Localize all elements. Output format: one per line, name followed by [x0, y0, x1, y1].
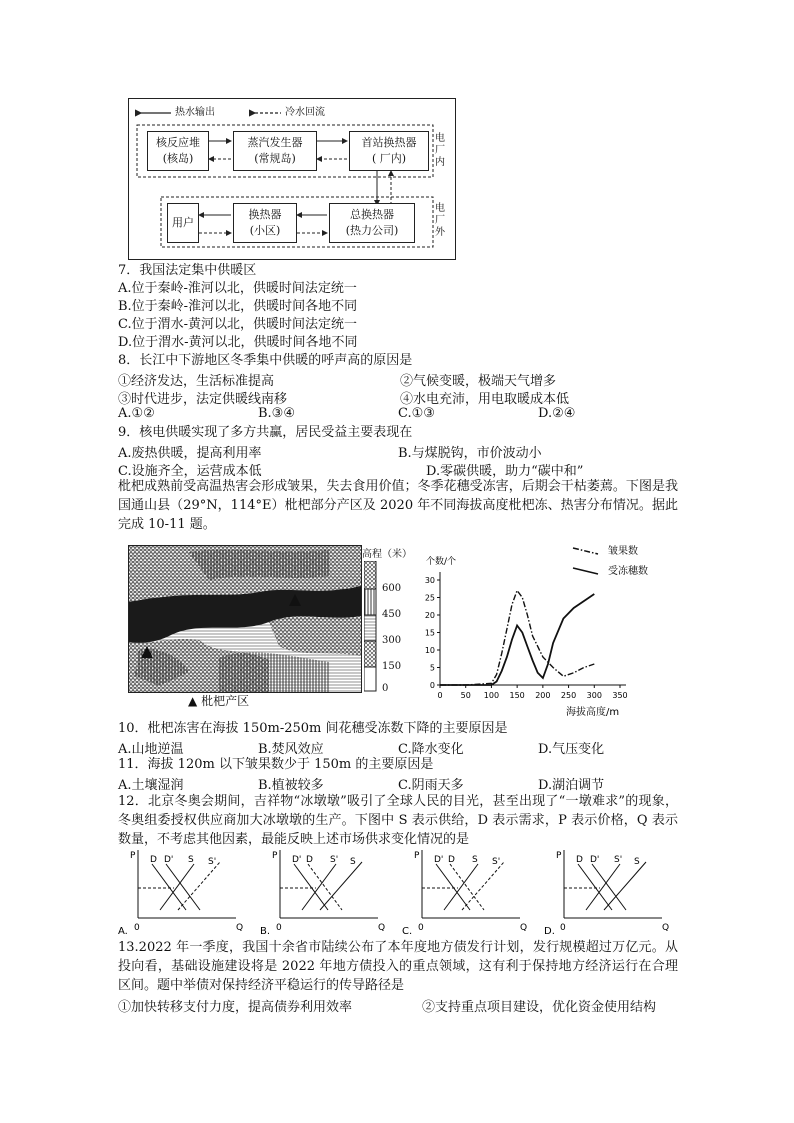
q9-option-d: D.零碳供暖，助力“碳中和” [426, 464, 584, 479]
q9-option-c: C.设施齐全，运营成本低 [118, 464, 262, 479]
curve-label: D' [292, 855, 302, 865]
p-axis-label: P [556, 851, 562, 861]
y-tick-label: 30 [424, 576, 435, 585]
supply-demand-graphs [118, 848, 678, 936]
reactor-label: 核反应堆 [156, 136, 200, 149]
q10-option-c: C.降水变化 [398, 742, 464, 757]
q8-stem: 8．长江中下游地区冬季集中供暖的呼声高的原因是 [118, 353, 413, 368]
curve-label: D [576, 855, 583, 865]
curve-label: D [150, 855, 157, 865]
q11-stem: 11．海拔 120m 以下皱果数少于 150m 的主要原因是 [118, 757, 434, 772]
legend-cold-label: 冷水回流 [285, 107, 325, 118]
curve-label: S [634, 857, 640, 867]
curve-label: D [448, 855, 455, 865]
reactor-box [147, 131, 209, 171]
q10-option-b: B.焚风效应 [258, 742, 324, 757]
q8-statement-1: ①经济发达，生活标准提高 [118, 374, 275, 389]
supply-line-2 [320, 862, 362, 910]
q-axis-label: Q [236, 923, 244, 933]
option-letter: C. [402, 926, 413, 936]
elevation-tick-600: 600 [382, 583, 402, 594]
curve-label: S [350, 857, 356, 867]
first-exchanger-label: 首站换热器 [361, 136, 417, 149]
q-axis-label: Q [520, 923, 528, 933]
elevation-legend [364, 545, 414, 695]
demand-line-2 [308, 864, 342, 910]
y-tick-label: 5 [429, 663, 435, 673]
q10-option-d: D.气压变化 [538, 742, 605, 757]
loquat-area-label: 枇杷产区 [201, 694, 250, 708]
heating-flow-diagram [128, 98, 456, 260]
q7-option-d: D.位于渭水-黄河以北，供暖时间各地不同 [118, 335, 358, 350]
legend-label-2: 受冻穗数 [608, 566, 648, 577]
y-tick-label: 20 [424, 611, 435, 620]
steam-gen-label: 蒸汽发生器 [247, 136, 303, 149]
q12-text: 12．北京冬奥会期间，吉祥物“冰墩墩”吸引了全球人民的目光，甚至出现了“一墩难求”的现象，冬奥组委授权供应商加大冰墩墩的生产。下图中 S 表示供给，D 表示需求，P 表示价格，Q 表示数量，不考虑其他因素，最能反映上述市场供求变化情况的是 [118, 794, 678, 847]
option-letter: B. [260, 926, 271, 936]
intro-10-11: 枇杷成熟前受高温热害会形成皱果，失去食用价值；冬季花穗受冻害，后期会干枯萎蔫。下图是我国通山县（29°N，114°E）枇杷部分产区及 2020 年不同海拔高度枇杷冻、热害分布情况。据此完成 10-11 题。 [118, 479, 678, 532]
loquat-map [128, 545, 362, 693]
y-tick-label: 25 [424, 593, 435, 603]
first-exchanger-box [349, 131, 429, 171]
curve-label: S' [492, 857, 501, 867]
series-line-2 [440, 594, 594, 685]
demand-line-2 [166, 864, 200, 910]
supply-line-2 [178, 862, 220, 910]
exchanger-label: 换热器 [248, 208, 282, 221]
origin-label: 0 [560, 923, 566, 933]
y-tick-label: 0 [429, 681, 435, 690]
legend-swatch-2 [573, 568, 598, 574]
exchanger-box [233, 203, 297, 243]
triangle-icon: ▲ [188, 694, 198, 708]
origin-label: 0 [134, 923, 140, 933]
q13-statement-2: ②支持重点项目建设，优化资金使用结构 [422, 1000, 657, 1015]
frost-heat-chart [418, 540, 668, 720]
q11-option-a: A.土壤湿润 [118, 778, 184, 793]
series-line-1 [440, 591, 594, 686]
terrain-image [129, 546, 361, 692]
q-axis-label: Q [378, 923, 386, 933]
elevation-legend-title: 高程（米） [362, 549, 412, 560]
x-tick-label: 200 [535, 691, 551, 700]
q-axis-label: Q [662, 923, 670, 933]
main-exchanger-sub: (热力公司) [345, 224, 399, 237]
x-tick-label: 0 [437, 691, 443, 700]
q7-stem: 7．我国法定集中供暖区 [118, 263, 257, 278]
q8-option-b: B.③④ [258, 406, 295, 421]
p-axis-label: P [130, 851, 136, 861]
demand-line-1 [578, 864, 612, 910]
supply-line-1 [586, 864, 620, 910]
supply-line-1 [444, 864, 478, 910]
origin-label: 0 [276, 923, 282, 933]
x-tick-label: 100 [483, 691, 500, 700]
supply-line-1 [302, 864, 336, 910]
first-exchanger-sub: ( 厂内) [371, 152, 407, 165]
supply-line-2 [462, 862, 504, 910]
x-tick-label: 300 [586, 691, 602, 700]
p-axis-label: P [272, 851, 278, 861]
main-exchanger-label: 总换热器 [350, 208, 394, 221]
q13-statement-1: ①加快转移支付力度，提高债券利用效率 [118, 1000, 353, 1015]
loquat-area-legend [188, 692, 249, 709]
steam-gen-sub: (常规岛) [254, 152, 296, 165]
q8-option-c: C.①③ [398, 406, 435, 421]
user-box [167, 203, 199, 243]
option-letter: D. [544, 926, 555, 936]
supply-line-1 [160, 864, 194, 910]
q8-option-d: D.②④ [538, 406, 576, 421]
q10-stem: 10．枇杷冻害在海拔 150m-250m 间花穗受冻数下降的主要原因是 [118, 721, 508, 736]
steam-generator-box [233, 131, 317, 171]
x-tick-label: 350 [612, 691, 628, 700]
curve-label: D' [434, 855, 444, 865]
q7-option-a: A.位于秦岭-淮河以北，供暖时间法定统一 [118, 281, 357, 296]
curve-label: D' [164, 855, 174, 865]
curve-label: D [306, 855, 313, 865]
x-tick-label: 150 [509, 691, 525, 700]
x-axis-title: 海拔高度/m [566, 707, 620, 718]
elevation-scale-bar [364, 561, 378, 693]
legend-label-1: 皱果数 [608, 546, 638, 557]
elevation-tick-150: 150 [382, 661, 402, 672]
q9-stem: 9．核电供暖实现了多方共赢，居民受益主要表现在 [118, 425, 413, 440]
y-axis-title: 个数/个 [426, 557, 457, 567]
legend-hot-label: 热水输出 [175, 107, 215, 118]
elevation-tick-0: 0 [382, 683, 389, 694]
reactor-sub: (核岛) [162, 152, 194, 165]
q8-statement-3: ③时代进步，法定供暖线南移 [118, 392, 288, 407]
q9-option-b: B.与煤脱钩，市价波动小 [398, 446, 542, 461]
q8-statement-2: ②气候变暖，极端天气增多 [400, 374, 557, 389]
plant-outside-label: 电厂外 [435, 203, 445, 238]
user-label: 用户 [172, 216, 194, 229]
demand-line-1 [436, 864, 470, 910]
q8-statement-4: ④水电充沛，用电取暖成本低 [400, 392, 570, 407]
curve-label: S [472, 855, 478, 865]
q10-option-a: A.山地逆温 [118, 742, 184, 757]
origin-label: 0 [418, 923, 424, 933]
q9-option-a: A.废热供暖，提高利用率 [118, 446, 262, 461]
q13-text: 13.2022 年一季度，我国十余省市陆续公布了本年度地方债发行计划，发行规模超过万亿元。从投向看，基础设施建设将是 2022 年地方债投入的重点领域，这有利于保持地方经济运行在合理区间。题中举债对保持经济平稳运行的传导路径是 [118, 940, 678, 993]
curve-label: S [188, 855, 194, 865]
supply-line-2 [604, 862, 646, 910]
curve-label: S' [208, 857, 217, 867]
exchanger-sub: (小区) [249, 224, 281, 237]
q7-option-b: B.位于秦岭-淮河以北，供暖时间各地不同 [118, 299, 358, 314]
elevation-tick-300: 300 [382, 635, 402, 646]
p-axis-label: P [414, 851, 420, 861]
y-tick-label: 15 [424, 628, 435, 638]
legend-swatch-1 [573, 548, 598, 554]
demand-line-1 [294, 864, 328, 910]
y-tick-label: 10 [424, 646, 435, 655]
q7-option-c: C.位于渭水-黄河以北，供暖时间法定统一 [118, 317, 358, 332]
curve-label: S' [614, 855, 623, 865]
demand-line-2 [450, 864, 484, 910]
demand-line-2 [592, 864, 626, 910]
q11-option-c: C.阴雨天多 [398, 778, 464, 793]
q8-option-a: A.①② [118, 406, 155, 421]
option-letter: A. [118, 926, 128, 936]
elevation-tick-450: 450 [382, 609, 402, 620]
curve-label: D' [590, 855, 600, 865]
q11-option-b: B.植被较多 [258, 778, 324, 793]
curve-label: S' [330, 855, 339, 865]
x-tick-label: 50 [460, 691, 471, 700]
x-tick-label: 250 [560, 691, 577, 700]
plant-inside-label: 电厂内 [435, 133, 445, 168]
demand-line-1 [152, 864, 186, 910]
q11-option-d: D.湖泊调节 [538, 778, 605, 793]
main-exchanger-box [329, 203, 415, 243]
